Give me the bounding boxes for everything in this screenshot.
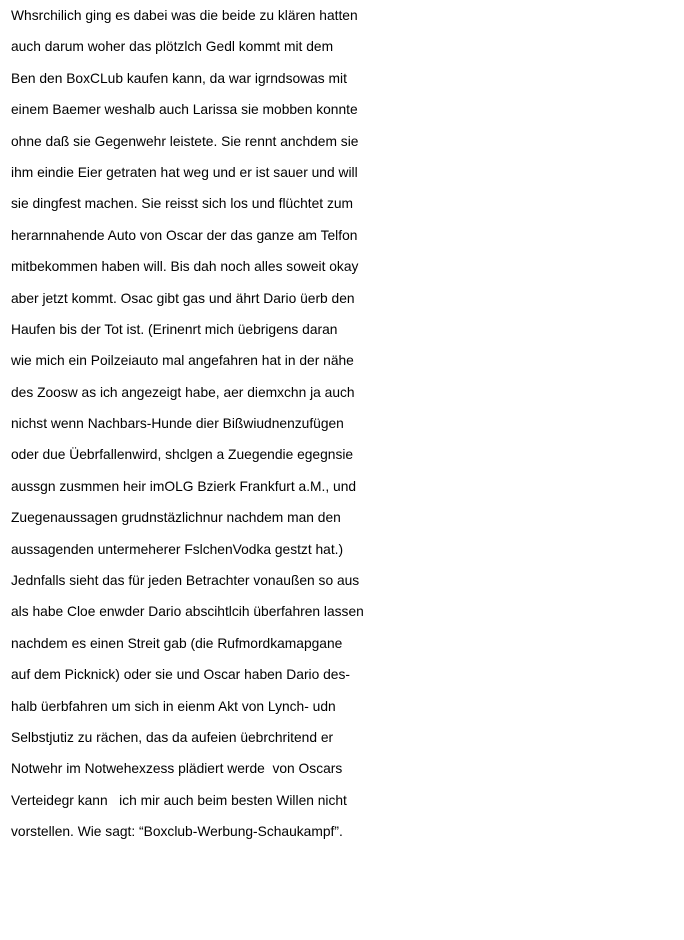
- text-line: halb üerbfahren um sich in eienm Akt von Lynch- udn: [11, 698, 336, 714]
- text-line: auf dem Picknick) oder sie und Oscar haben Dario des-: [11, 667, 350, 683]
- text-line: Selbstjutiz zu rächen, das da aufeien üebrchritend er: [11, 729, 334, 745]
- text-line: aussgn zusmmen heir imOLG Bzierk Frankfurt a.M., und: [11, 478, 357, 494]
- text-line: nichst wenn Nachbars-Hunde dier Bißwiudnenzufügen: [11, 416, 344, 432]
- text-line: Whsrchilich ging es dabei was die beide zu klären hatten: [11, 8, 358, 23]
- body-text: [11, 0, 681, 848]
- text-line: herarnnahende Auto von Oscar der das ganze am Telfon: [11, 227, 358, 243]
- text-line: sie dingfest machen. Sie reisst sich los und flüchtet zum: [11, 196, 354, 212]
- text-line: ohne daß sie Gegenwehr leistete. Sie rennt anchdem sie: [11, 133, 359, 149]
- text-line: mitbekommen haben will. Bis dah noch alles soweit okay: [11, 259, 359, 275]
- text-line: des Zoosw as ich angezeigt habe, aer diemxchn ja auch: [11, 384, 355, 400]
- text-line: auch darum woher das plötzlch Gedl kommt mit dem: [11, 39, 334, 55]
- text-line: Notwehr im Notwehexzess plädiert werde von Oscars: [11, 761, 343, 777]
- text-line: Verteidegr kann ich mir auch beim besten Willen nicht: [11, 792, 347, 808]
- text-line: oder due Üebrfallenwird, shclgen a Zuegendie egegnsie: [11, 447, 354, 463]
- text-line: aussagenden untermeherer FslchenVodka gestzt hat.): [11, 541, 344, 557]
- text-line: ihm eindie Eier getraten hat weg und er ist sauer und will: [11, 164, 358, 180]
- text-line: aber jetzt kommt. Osac gibt gas und ährt Dario üerb den: [11, 290, 355, 306]
- text-line: Jednfalls sieht das für jeden Betrachter vonaußen so aus: [11, 573, 360, 589]
- text-line: einem Baemer weshalb auch Larissa sie mobben konnte: [11, 102, 358, 118]
- text-line: vorstellen. Wie sagt: “Boxclub-Werbung-Schaukampf”.: [11, 824, 343, 840]
- text-line: wie mich ein Poilzeiauto mal angefahren hat in der nähe: [11, 353, 354, 369]
- text-line: Ben den BoxCLub kaufen kann, da war igrndsowas mit: [11, 70, 347, 86]
- text-line: Haufen bis der Tot ist. (Erinenrt mich üebrigens daran: [11, 321, 338, 337]
- text-line: nachdem es einen Streit gab (die Rufmordkamapgane: [11, 635, 343, 651]
- text-line: Zuegenaussagen grudnstäzlichnur nachdem man den: [11, 510, 341, 526]
- text-line: als habe Cloe enwder Dario abscihtlcih überfahren lassen: [11, 604, 364, 620]
